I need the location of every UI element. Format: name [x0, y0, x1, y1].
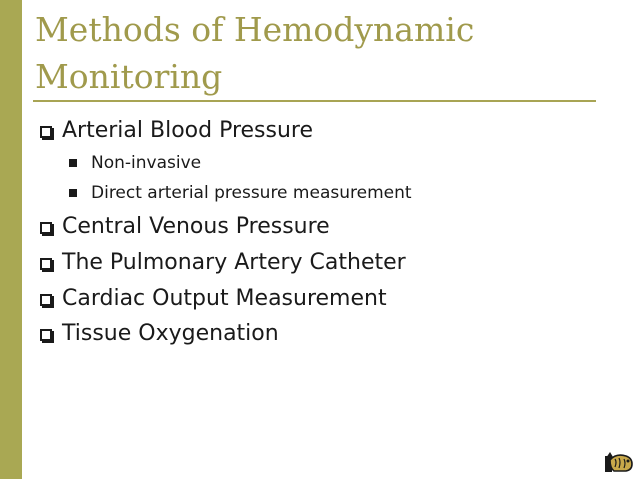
slide-title: Methods of Hemodynamic Monitoring [35, 10, 475, 96]
bullet-item [40, 285, 387, 313]
sub-bullet-label: Direct arterial pressure measurement [91, 183, 412, 203]
sub-bullet-item [69, 151, 201, 175]
bullet-item [40, 213, 330, 241]
bullet-label: Central Venous Pressure [62, 214, 330, 239]
bullet-item [40, 249, 406, 277]
checkbox-bullet-icon [40, 329, 52, 341]
checkbox-bullet-icon [40, 294, 52, 306]
bullet-item [40, 117, 313, 145]
bullet-label: Cardiac Output Measurement [62, 286, 387, 311]
bullet-label: Tissue Oxygenation [62, 321, 279, 346]
sub-bullet-label: Non-invasive [91, 153, 202, 173]
bullet-item [40, 320, 279, 348]
square-bullet-icon [69, 189, 77, 197]
checkbox-bullet-icon [40, 258, 52, 270]
cu-buffalo-logo-icon [604, 450, 634, 474]
bullet-label: The Pulmonary Artery Catheter [62, 250, 406, 275]
bullet-label: Arterial Blood Pressure [62, 118, 314, 143]
checkbox-bullet-icon [40, 126, 52, 138]
sub-bullet-item [69, 181, 412, 205]
square-bullet-icon [69, 159, 77, 167]
checkbox-bullet-icon [40, 222, 52, 234]
